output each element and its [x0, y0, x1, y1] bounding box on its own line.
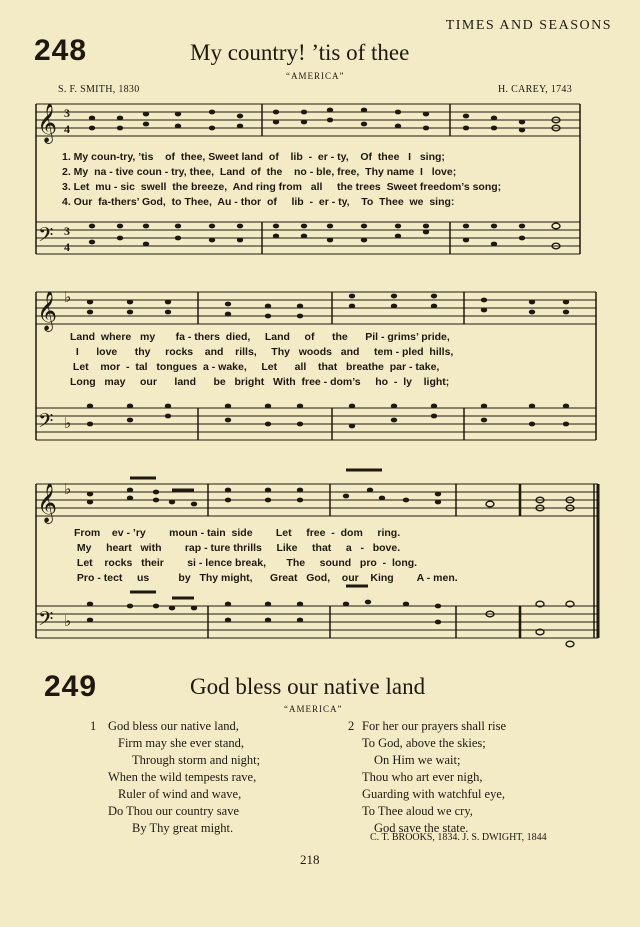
system-1-lyric-verse-3: 3. Let mu - sic swell the breeze, And ring from all the trees Sweet freedom’s song; — [62, 181, 502, 193]
system-2-lyric-verse-2: I love thy rocks and rills, Thy woods and tem - pled hills, — [70, 346, 454, 358]
verse-2-line: On Him we wait; — [374, 753, 461, 767]
hymn-249-tune-name: “AMERICA” — [284, 704, 343, 714]
verse-1-line: Through storm and night; — [132, 753, 261, 767]
system-2-lyric-verse-3: Let mor - tal tongues a - wake, Let all that breathe par - take, — [70, 361, 440, 373]
system-3-lyric-verse-4: Pro - tect us by Thy might, Great God, our King A - men. — [74, 572, 458, 584]
verse-1-line: Ruler of wind and wave, — [118, 787, 242, 801]
system-1-lyric-verse-2: 2. My na - tive coun - try, thee, Land of the no - ble, free, Thy name I love; — [62, 166, 457, 178]
svg-text:4: 4 — [64, 240, 70, 254]
page-number: 218 — [300, 852, 320, 867]
system-1-lyric-verse-1: 1. My coun-try, ’tis of thee, Sweet land of lib - er - ty, Of thee I sing; — [62, 151, 445, 163]
svg-text:♭: ♭ — [64, 290, 72, 306]
svg-text:𝄢: 𝄢 — [38, 223, 54, 251]
verse-2-line: For her our prayers shall rise — [362, 719, 507, 733]
hymn-248-words-credit: S. F. SMITH, 1830 — [58, 84, 140, 95]
verse-2-line: To God, above the skies; — [362, 736, 486, 750]
verse-2-line: Guarding with watchful eye, — [362, 787, 506, 801]
hymn-249-attribution: C. T. BROOKS, 1834. J. S. DWIGHT, 1844 — [370, 832, 547, 843]
section-heading: TIMES AND SEASONS — [445, 18, 612, 33]
svg-text:𝄞: 𝄞 — [37, 103, 58, 143]
hymn-249-verse-2 — [348, 718, 506, 837]
verse-2-number: 2 — [348, 719, 355, 733]
system-1-lyric-verse-4: 4. Our fa-thers’ God, to Thee, Au - thor of lib - er - ty, To Thee we sing: — [62, 196, 455, 208]
verse-2-line: To Thee aloud we cry, — [362, 804, 473, 818]
verse-1-line: God bless our native land, — [108, 719, 239, 733]
svg-text:♭: ♭ — [64, 482, 72, 498]
svg-text:♭: ♭ — [64, 614, 72, 630]
system-3-lyric-verse-1: From ev - ’ry moun - tain side Let free - dom ring. — [74, 527, 401, 539]
verse-2-line: God save the state. — [374, 821, 469, 835]
verse-1-line: Firm may she ever stand, — [118, 736, 245, 750]
hymn-249-title: God bless our native land — [190, 674, 426, 699]
svg-text:♭: ♭ — [64, 416, 72, 432]
svg-text:3: 3 — [64, 106, 70, 120]
verse-2-line: Thou who art ever nigh, — [362, 770, 483, 784]
hymn-249-verse-1 — [90, 718, 260, 837]
svg-text:4: 4 — [64, 122, 70, 136]
system-3-lyric-verse-3: Let rocks their si - lence break, The sound pro - long. — [74, 557, 418, 569]
system-3-lyric-verse-2: My heart with rap - ture thrills Like that a - bove. — [74, 542, 401, 554]
svg-text:𝄞: 𝄞 — [37, 291, 58, 331]
svg-text:𝄞: 𝄞 — [37, 483, 58, 523]
system-2-lyric-verse-1: Land where my fa - thers died, Land of the Pil - grims’ pride, — [70, 331, 450, 343]
svg-text:𝄢: 𝄢 — [38, 409, 54, 437]
svg-text:𝄢: 𝄢 — [38, 607, 54, 635]
hymn-248-number: 248 — [34, 34, 88, 67]
hymn-249-number: 249 — [44, 670, 98, 703]
verse-1-line: When the wild tempests rave, — [108, 770, 257, 784]
verse-1-number: 1 — [90, 719, 97, 733]
system-2-lyric-verse-4: Long may our land be bright With free - dom’s ho - ly light; — [70, 376, 450, 388]
svg-text:3: 3 — [64, 224, 70, 238]
hymn-248-tune-name: “AMERICA” — [286, 71, 345, 81]
hymn-248-music-credit: H. CAREY, 1743 — [498, 84, 573, 95]
verse-1-line: By Thy great might. — [132, 821, 234, 835]
hymn-248-title: My country! ’tis of thee — [190, 40, 410, 65]
verse-1-line: Do Thou our country save — [108, 804, 239, 818]
